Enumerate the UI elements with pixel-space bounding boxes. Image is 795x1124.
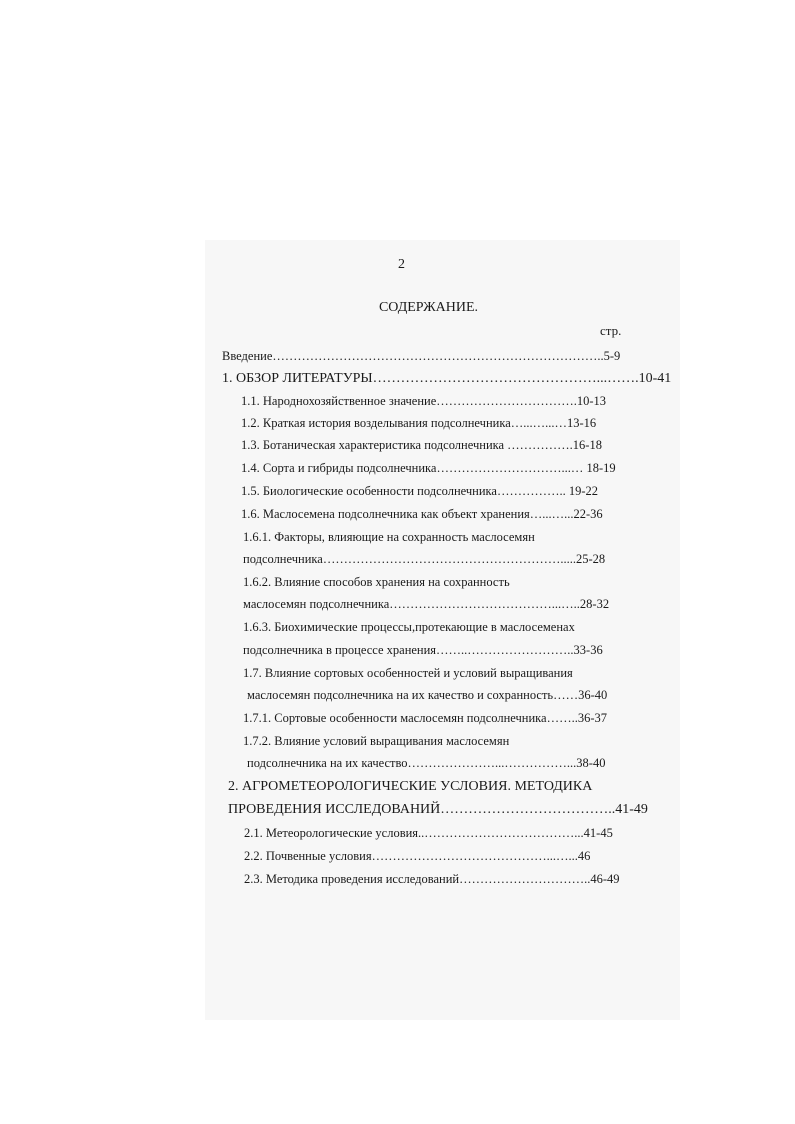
toc-entry-1-7-1: 1.7.1. Сортовые особенности маслосемян подсолнечника……..36-37 xyxy=(243,711,608,725)
toc-entry-1-7: 1.7. Влияние сортовых особенностей и условий выращивания xyxy=(243,666,573,680)
toc-entry-1-7-2: 1.7.2. Влияние условий выращивания маслосемян xyxy=(243,734,510,748)
page-column-header: стр. xyxy=(600,323,622,338)
toc-entry-chapter-2: 2. АГРОМЕТЕОРОЛОГИЧЕСКИЕ УСЛОВИЯ. МЕТОДИКА xyxy=(228,779,593,794)
toc-entry-1-5: 1.5. Биологические особенности подсолнечника…………….. 19-22 xyxy=(241,484,599,498)
toc-entry-1-7-2-cont: подсолнечника на их качество…………………...……………...38-40 xyxy=(247,756,606,770)
toc-entry-1-6-1: 1.6.1. Факторы, влияющие на сохранность маслосемян xyxy=(243,530,535,544)
toc-entry-chapter-1: 1. ОБЗОР ЛИТЕРАТУРЫ…………………………………………...…….10-41 xyxy=(222,371,672,386)
toc-entry-1-6-2: 1.6.2. Влияние способов хранения на сохранность xyxy=(243,575,510,589)
toc-entry-1-2: 1.2. Краткая история возделывания подсолнечника…...…...…13-16 xyxy=(241,416,597,430)
toc-entry-1-3: 1.3. Ботаническая характеристика подсолнечника …………….16-18 xyxy=(241,438,602,452)
toc-entry-1-6-3-cont: подсолнечника в процессе хранения……..……………………..33-36 xyxy=(243,643,603,657)
toc-title: СОДЕРЖАНИЕ. xyxy=(378,300,479,315)
toc-entry-1-6-3: 1.6.3. Биохимические процессы,протекающие в маслосеменах xyxy=(243,620,575,634)
page-number: 2 xyxy=(398,257,405,272)
toc-entry-2-2: 2.2. Почвенные условия……………………………………...…...46 xyxy=(244,849,591,863)
toc-entry-1-4: 1.4. Сорта и гибриды подсолнечника…………………………...… 18-19 xyxy=(241,461,616,475)
toc-entry-2-1: 2.1. Метеорологические условия..………………………………...41-45 xyxy=(244,826,613,840)
toc-entry-1-6-1-cont: подсолнечника………………………………………………….....25-28 xyxy=(243,552,606,566)
toc-entry-2-3: 2.3. Методика проведения исследований…………………………..46-49 xyxy=(244,872,620,886)
toc-entry-1-1: 1.1. Народнохозяйственное значение…………………………….10-13 xyxy=(241,394,607,408)
toc-entry-1-7-cont: маслосемян подсолнечника на их качество и сохранность……36-40 xyxy=(247,688,608,702)
toc-entry-1-6-2-cont: маслосемян подсолнечника…………………………………...…..28-32 xyxy=(243,597,610,611)
toc-entry-chapter-2-cont: ПРОВЕДЕНИЯ ИССЛЕДОВАНИЙ………………………………..41-49 xyxy=(228,802,648,817)
toc-entry-1-6: 1.6. Маслосемена подсолнечника как объект хранения…...…...22-36 xyxy=(241,507,603,521)
toc-entry-introduction: Введение……………………………………………………………………..5-9 xyxy=(222,349,621,363)
